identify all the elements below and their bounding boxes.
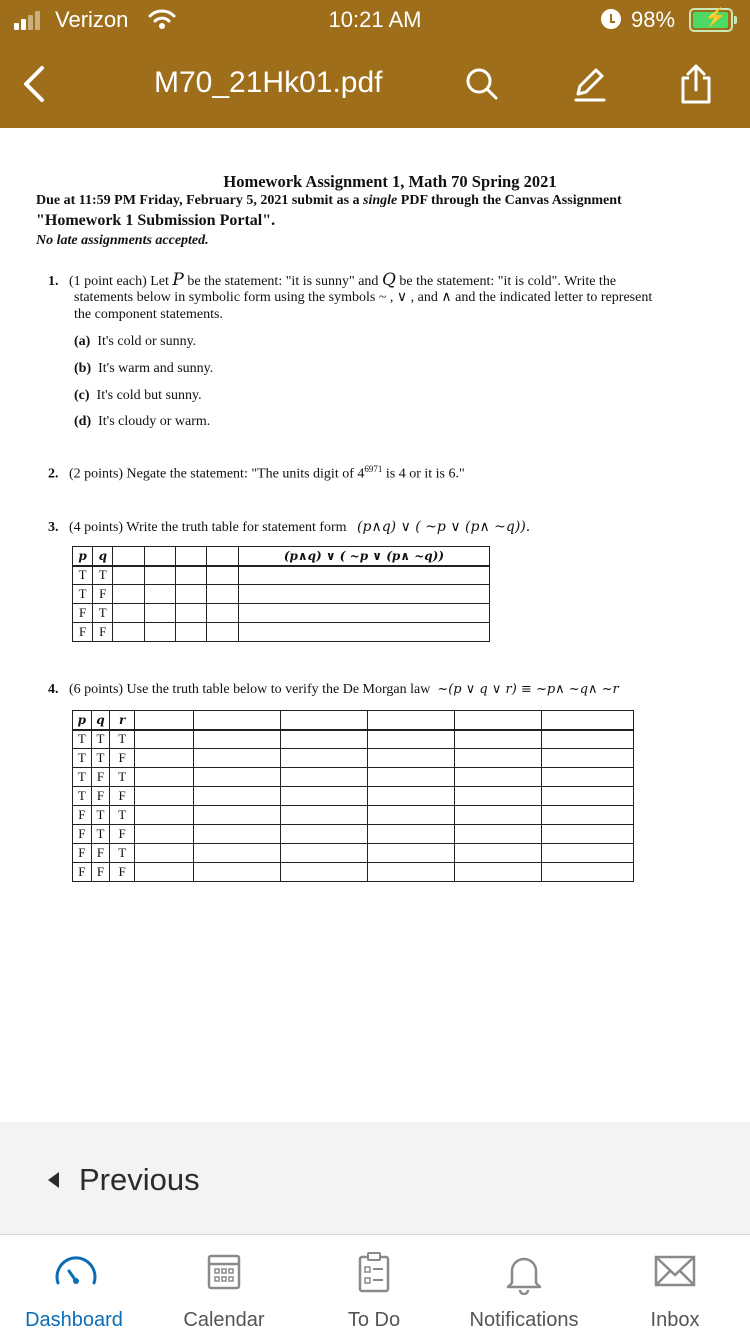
table-row: F T T: [73, 806, 634, 825]
q4-header-q: q: [91, 711, 110, 730]
due-line: Due at 11:59 PM Friday, February 5, 2021 submit as a single PDF through the Canvas Assignment: [36, 193, 622, 208]
q3-header-formula: (p∧q) ∨ ( ~p ∨ (p∧ ~q)): [238, 547, 489, 566]
no-late-notice: No late assignments accepted.: [36, 233, 209, 248]
todo-icon: [356, 1251, 392, 1295]
annotate-pen-icon[interactable]: [566, 60, 614, 108]
q1-line-2: statements below in symbolic form using the symbols ~ , ∨ , and ∧ and the indicated letter to represent: [74, 290, 653, 305]
q1-line-3: the component statements.: [74, 307, 223, 322]
search-icon[interactable]: [458, 60, 506, 108]
q4-header-p: p: [73, 711, 92, 730]
q3-header-blank: [207, 547, 238, 566]
pager-bar: [0, 1122, 750, 1234]
q3-header-blank: [144, 547, 175, 566]
tab-dashboard[interactable]: [0, 1235, 148, 1334]
share-icon[interactable]: [672, 60, 720, 108]
bell-icon: [502, 1251, 546, 1295]
document-title: M70_21Hk01.pdf: [154, 66, 383, 99]
tab-todo[interactable]: [300, 1235, 448, 1334]
q3-truth-table: [72, 546, 490, 642]
table-row: F T: [73, 604, 490, 623]
tab-label: Inbox: [650, 1309, 700, 1331]
q1-item-a: (a) It's cold or sunny.: [74, 334, 197, 349]
table-row: T F T: [73, 768, 634, 787]
previous-button[interactable]: [48, 1162, 200, 1198]
table-row: T T: [73, 566, 490, 585]
alarm-icon: [601, 9, 621, 29]
tab-bar: [0, 1234, 750, 1334]
status-time: 10:21 AM: [328, 7, 422, 32]
battery-percentage: 98%: [631, 7, 676, 32]
status-bar: [0, 0, 750, 42]
back-icon[interactable]: [14, 62, 58, 106]
nav-bar: [0, 52, 750, 118]
table-row: T F F: [73, 787, 634, 806]
caret-left-icon: [48, 1172, 59, 1188]
q4-truth-table: [72, 710, 634, 882]
table-row: F F F: [73, 863, 634, 882]
table-row: T T F: [73, 749, 634, 768]
carrier-name: Verizon: [55, 7, 129, 32]
q3-header-q: q: [93, 547, 113, 566]
table-row: T F: [73, 585, 490, 604]
q3-header-blank: [113, 547, 144, 566]
portal-line: "Homework 1 Submission Portal".: [36, 212, 276, 229]
table-row: F F T: [73, 844, 634, 863]
assignment-title: Homework Assignment 1, Math 70 Spring 2021: [223, 172, 557, 191]
table-row: T T T: [73, 730, 634, 749]
battery-icon: ⚡: [689, 8, 733, 32]
tab-label: Calendar: [183, 1309, 265, 1331]
q4-text: 4. (6 points) Use the truth table below to verify the De Morgan law ~(p ∨ q ∨ r) ≡ ~p∧ ~q∧ ~r: [48, 682, 619, 697]
dashboard-icon: [52, 1251, 100, 1291]
q2-text: 2. (2 points) Negate the statement: "The units digit of $4^{6971}$ is 4 or it is 6.": [48, 464, 465, 482]
previous-label: Previous: [79, 1162, 200, 1197]
q4-header-r: r: [110, 711, 135, 730]
q1-item-c: (c) It's cold but sunny.: [74, 388, 202, 403]
table-row: F T F: [73, 825, 634, 844]
tab-label: Notifications: [469, 1309, 579, 1331]
tab-calendar[interactable]: [150, 1235, 298, 1334]
calendar-icon: [206, 1251, 242, 1291]
top-bar: [0, 0, 750, 128]
pdf-page[interactable]: [0, 128, 750, 1122]
tab-notifications[interactable]: [450, 1235, 598, 1334]
tab-inbox[interactable]: [600, 1235, 750, 1334]
q3-header-blank: [176, 547, 207, 566]
tab-label: Dashboard: [25, 1309, 123, 1331]
q1-item-b: (b) It's warm and sunny.: [74, 361, 214, 376]
q3-header-p: p: [73, 547, 93, 566]
table-row: F F: [73, 623, 490, 642]
inbox-icon: [653, 1251, 697, 1291]
q3-text: 3. (4 points) Write the truth table for statement form (p∧q) ∨ ( ~p ∨ (p∧ ~q)).: [48, 519, 531, 535]
q1-line-1: 1. (1 point each) Let P be the statement: "it is sunny" and Q be the statement: "it is cold". Write the: [48, 270, 617, 290]
q1-item-d: (d) It's cloudy or warm.: [74, 414, 211, 429]
tab-label: To Do: [347, 1309, 401, 1331]
